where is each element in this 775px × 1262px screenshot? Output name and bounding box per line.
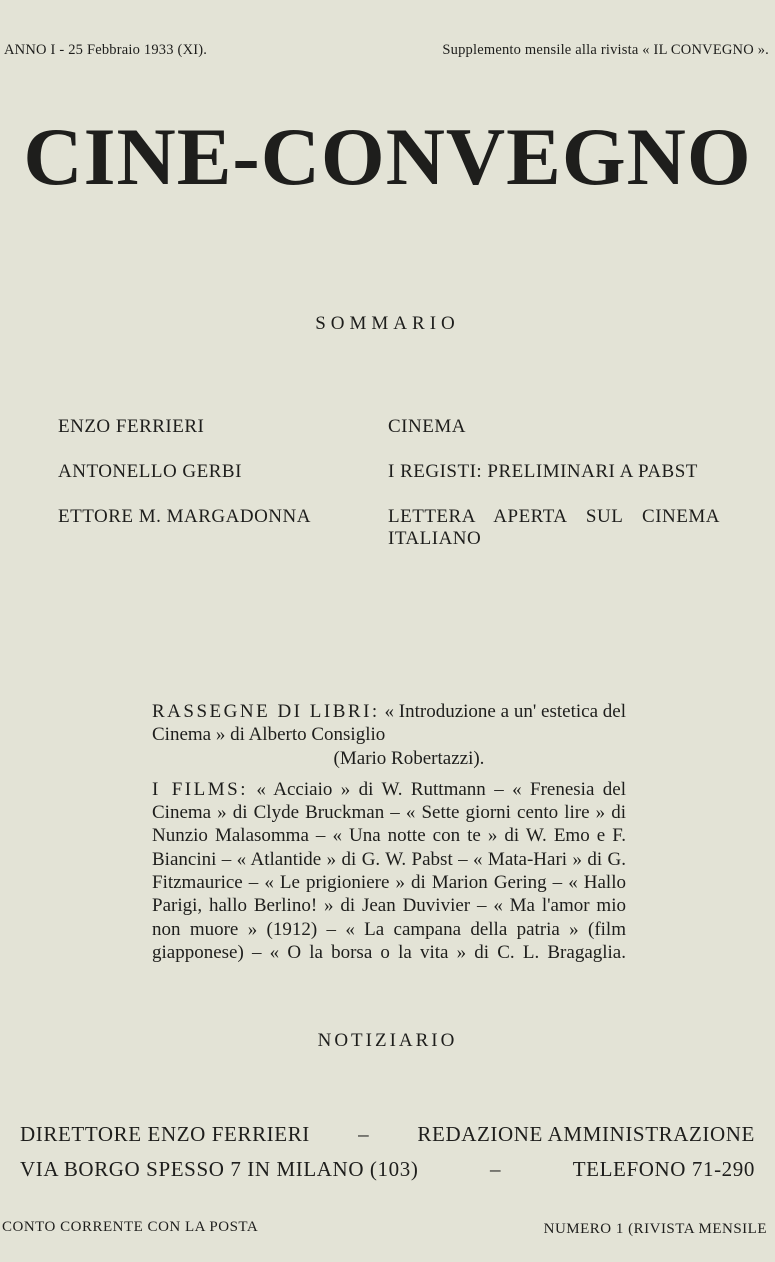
toc-author: ENZO FERRIERI [58, 416, 205, 437]
book-reviews-paragraph [152, 700, 626, 770]
postal-account: CONTO CORRENTE CON LA POSTA [2, 1219, 259, 1235]
issue-line: ANNO I - 25 Febbraio 1933 (XI). [4, 42, 208, 58]
footer-separator: – [358, 1122, 370, 1146]
films-label: I FILMS: [152, 778, 248, 800]
address: VIA BORGO SPESSO 7 IN MILANO (103) [20, 1157, 419, 1181]
book-reviews-credit: (Mario Robertazzi). [333, 747, 485, 769]
sommario-heading: SOMMARIO [315, 313, 460, 334]
footer-separator: – [490, 1157, 502, 1181]
toc-author: ETTORE M. MARGADONNA [58, 506, 311, 527]
table-of-contents [58, 416, 748, 573]
book-reviews-label: RASSEGNE DI LIBRI: [152, 701, 380, 722]
masthead-title: CINE-CONVEGNO [23, 111, 752, 202]
footer-line-2 [20, 1157, 755, 1182]
toc-title: CINEMA [388, 416, 466, 437]
book-reviews-text: « Introduzione a un' estetica del Cinema » di Alberto Consiglio [152, 701, 627, 746]
films-paragraph [152, 778, 626, 964]
toc-entry [58, 416, 748, 438]
footer-line-1 [20, 1122, 755, 1147]
supplement-line: Supplemento mensile alla rivista « IL CONVEGNO ». [442, 42, 769, 58]
toc-author: ANTONELLO GERBI [58, 461, 242, 482]
notiziario-heading: NOTIZIARIO [317, 1030, 458, 1051]
toc-entry [58, 506, 748, 550]
toc-entry [58, 461, 748, 483]
issue-number: NUMERO 1 (RIVISTA MENSILE [543, 1221, 767, 1237]
telephone: TELEFONO 71-290 [572, 1157, 755, 1181]
toc-title: I REGISTI: PRELIMINARI A PABST [388, 461, 698, 482]
editorial-office: REDAZIONE AMMINISTRAZIONE [417, 1122, 755, 1146]
films-text: « Acciaio » di W. Ruttmann – « Frenesia del Cinema » di Clyde Bruckman – « Sette giorni cento lire » di Nunzio Malasomma – « Una notte con te » di W. Emo e F. Biancini – « Atlantide » di G. W. Pabst – « Mata-Hari » di G. Fitzmaurice – « Le prigioniere » di Marion Gering – « Hallo Parigi, hallo Berlino! » di Jean Duvivier – « Ma l'amor mio non muore » (1912) – « La campana della patria » (film giapponese) – « O la borsa o la vita » di C. L. Bragaglia. [152, 778, 627, 963]
director-name: DIRETTORE ENZO FERRIERI [20, 1122, 310, 1146]
toc-title: LETTERA APERTA SUL CINEMA ITALIANO [388, 506, 720, 549]
reviews-block [152, 700, 626, 972]
